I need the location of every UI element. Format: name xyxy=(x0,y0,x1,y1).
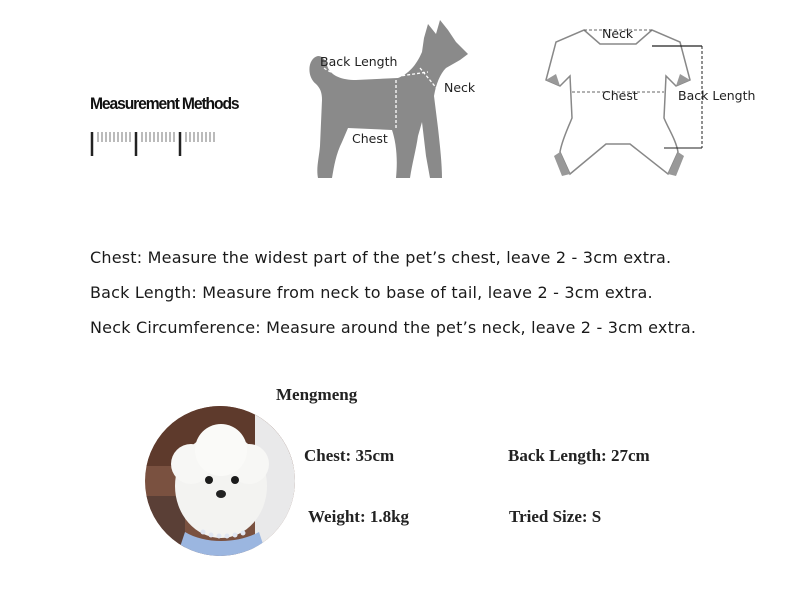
pet-back-length: Back Length: 27cm xyxy=(508,446,650,465)
dog-silhouette xyxy=(309,20,468,178)
pet-chest: Chest: 35cm xyxy=(304,446,395,465)
measurement-methods-heading xyxy=(90,94,251,114)
pet-weight: Weight: 1.8kg xyxy=(308,507,410,526)
dog-chest-label: Chest xyxy=(352,131,388,146)
pet-photo xyxy=(145,406,295,556)
pet-photo-illustration xyxy=(145,406,295,556)
garment-neck-label: Neck xyxy=(602,26,634,41)
instruction-chest: Chest: Measure the widest part of the pet’s chest, leave 2 - 3cm extra. xyxy=(90,248,672,267)
pet-tried-size: Tried Size: S xyxy=(509,507,602,526)
garment-back-length-label: Back Length xyxy=(678,88,756,103)
dog-measurement-diagram xyxy=(300,18,490,188)
pet-name: Mengmeng xyxy=(276,385,358,404)
instruction-neck: Neck Circumference: Measure around the pet’s neck, leave 2 - 3cm extra. xyxy=(90,318,697,337)
instruction-back-length: Back Length: Measure from neck to base of tail, leave 2 - 3cm extra. xyxy=(90,283,653,302)
dog-back-length-label: Back Length xyxy=(320,54,398,69)
dog-neck-label: Neck xyxy=(444,80,476,95)
page-title: Measurement Methods xyxy=(90,94,239,113)
garment-chest-label: Chest xyxy=(602,88,638,103)
ruler-icon xyxy=(90,130,220,158)
measurement-instructions xyxy=(90,240,696,345)
garment-measurement-diagram xyxy=(540,22,770,182)
